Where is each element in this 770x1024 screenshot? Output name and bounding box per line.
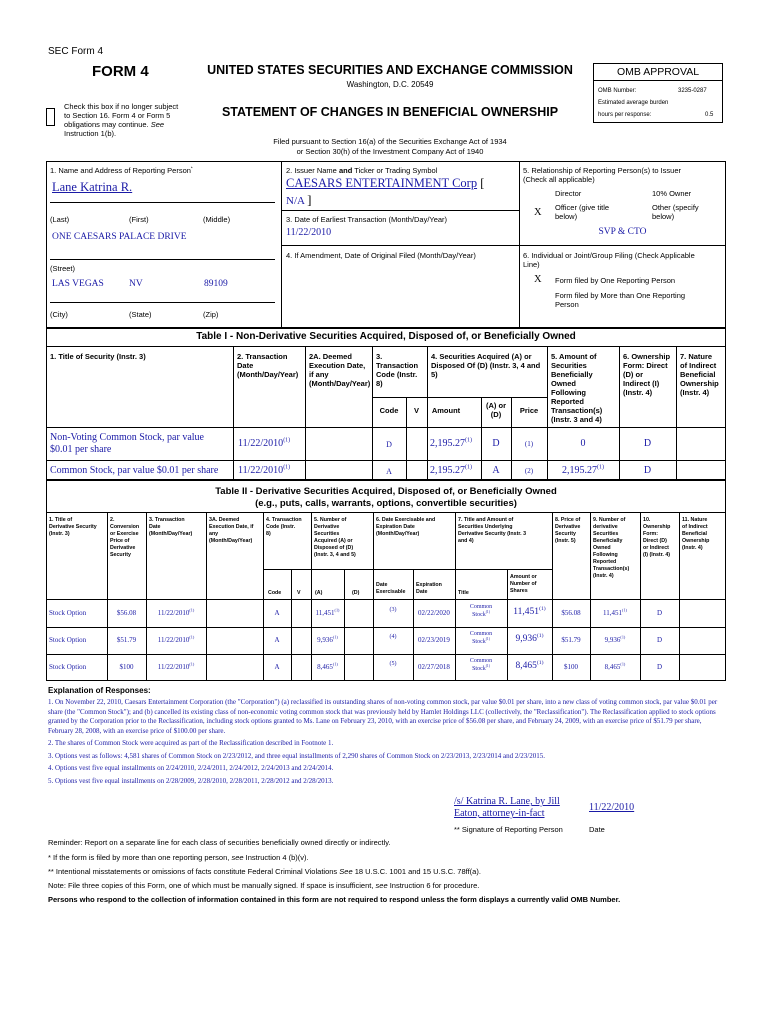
t2-col-underlying: 7. Title and Amount of Securities Underlying Derivative Security (Instr. 3 and 4) xyxy=(458,517,527,544)
t1-ownership-form: D xyxy=(643,465,652,476)
t1-security-title: Non-Voting Common Stock, par value $0.01 per share xyxy=(50,432,204,455)
t2-sub-a: (A) xyxy=(315,590,323,596)
footnote-2: 2. The shares of Common Stock were acquired as part of the Reclassification described in Footnote 1. xyxy=(48,739,334,747)
t1-sub-code: Code xyxy=(379,406,399,415)
signature-date-label: Date xyxy=(589,825,605,834)
signature-date: 11/22/2010 xyxy=(589,802,635,813)
other-option[interactable]: Other (specify below) xyxy=(652,203,699,221)
t2-date: 11/22/2010$^{(1)}$ xyxy=(157,634,195,644)
t2-exercisable: (4) xyxy=(389,634,397,640)
footnote-4: 4. Options vest five equal installments on 2/24/2010, 2/24/2011, 2/24/2012, 2/24/2013 and 2/24/2014. xyxy=(48,764,334,772)
reminder-text: Reminder: Report on a separate line for each class of securities beneficially owned directly or indirectly. xyxy=(48,838,391,847)
t1-transaction-date: 11/22/2010$^{(1)}$ xyxy=(238,464,291,476)
t1-transaction-date: 11/22/2010$^{(1)}$ xyxy=(238,437,291,449)
t1-security-title: Common Stock, par value $0.01 per share xyxy=(50,465,219,476)
omb-burden-label: Estimated average burden xyxy=(598,100,669,106)
t1-sub-amount: Amount xyxy=(431,406,461,415)
file-copies-note: Note: File three copies of this Form, one of which must be manually signed. If space is insufficient, see Instruction 6 for procedure. xyxy=(48,881,480,890)
t1-col-title: 1. Title of Security (Instr. 3) xyxy=(50,352,146,361)
t2-conversion-price: $51.79 xyxy=(116,636,137,644)
issuer-name-link[interactable]: CAESARS ENTERTAINMENT Corp xyxy=(286,176,478,190)
t2-col-exercisable: 6. Date Exercisable and Expiration Date (Month/Day/Year) xyxy=(376,517,436,537)
omb-number-label: OMB Number: xyxy=(598,88,637,94)
city-label: (City) xyxy=(50,310,68,319)
t2-col-owned: 9. Number of derivative Securities Beneficially Owned Following Reported Transaction(s) (Instr. 4) xyxy=(593,517,630,579)
t2-col-form: 10. Ownership Form: Direct (D) or Indirect (I) (Instr. 4) xyxy=(643,517,671,558)
t2-col-nature: 11. Nature of Indirect Beneficial Ownership (Instr. 4) xyxy=(682,517,710,551)
street-address: ONE CAESARS PALACE DRIVE xyxy=(52,232,187,242)
t2-col-date: 3. Transaction Date (Month/Day/Year) xyxy=(149,517,193,537)
t1-col-date: 2. Transaction Date (Month/Day/Year) xyxy=(237,352,299,379)
t2-exercisable: (3) xyxy=(389,607,397,613)
explanation-notes xyxy=(48,698,720,786)
t2-derivative-price: $51.79 xyxy=(561,636,581,644)
no-longer-subject-checkbox[interactable] xyxy=(46,108,55,126)
commission-title: UNITED STATES SECURITIES AND EXCHANGE COMMISSION xyxy=(207,63,573,77)
omb-number-value: 3235-0287 xyxy=(678,88,707,94)
zip-value: 89109 xyxy=(204,279,228,289)
box1-label: 1. Name and Address of Reporting Person* xyxy=(50,165,193,175)
t2-sub-amount: Amount or Number of Shares xyxy=(510,574,537,594)
omb-title: OMB APPROVAL xyxy=(593,63,723,81)
t2-expiration: 02/23/2019 xyxy=(418,636,450,644)
statement-title: STATEMENT OF CHANGES IN BENEFICIAL OWNERSHIP xyxy=(221,105,559,119)
t2-owned: 8,465$^{(1)}$ xyxy=(604,661,626,671)
omb-hours-label: hours per response: xyxy=(598,112,652,118)
t2-col-code: 4. Transaction Code (Instr. 8) xyxy=(266,517,302,537)
officer-option[interactable]: Officer (give title below) xyxy=(555,203,610,221)
t1-col-owned: 5. Amount of Securities Beneficially Owned Following Reported Transaction(s) (Instr. 3 and 4) xyxy=(551,352,603,424)
t2-underlying-shares: 9,936$^{(1)}$ xyxy=(515,632,544,644)
t1-sub-v: V xyxy=(413,406,419,415)
t1-code: D xyxy=(386,440,392,449)
table1-title: Table I - Non-Derivative Securities Acquired, Disposed of, or Beneficially Owned xyxy=(196,331,576,342)
omb-validity-note: Persons who respond to the collection of information contained in this form are not required to respond unless the form displays a currently valid OMB Number. xyxy=(48,895,621,904)
ten-percent-owner-option[interactable]: 10% Owner xyxy=(652,189,692,198)
t2-owned: 9,936$^{(1)}$ xyxy=(604,634,626,644)
t1-price: (2) xyxy=(524,467,534,475)
t1-price: (1) xyxy=(524,440,534,448)
t1-a-or-d: D xyxy=(492,438,500,449)
t1-sub-ad: (A) or (D) xyxy=(486,401,506,419)
t2-date: 11/22/2010$^{(1)}$ xyxy=(157,607,195,617)
box2-label: 2. Issuer Name and Ticker or Trading Symbol xyxy=(286,166,438,175)
t2-code: A xyxy=(274,636,280,644)
t1-owned: 2,195.27$^{(1)}$ xyxy=(562,464,604,476)
t2-underlying-title: Common Stock$^{(1)}$ xyxy=(469,658,493,672)
t2-acquired: 8,465$^{(1)}$ xyxy=(317,661,338,671)
t2-underlying-title: Common Stock$^{(1)}$ xyxy=(469,631,493,645)
filed-pursuant-1: Filed pursuant to Section 16(a) of the Securities Exchange Act of 1934 xyxy=(273,137,507,146)
t1-col-acquired: 4. Securities Acquired (A) or Disposed Of (D) (Instr. 3, 4 and 5) xyxy=(431,352,541,379)
t1-owned: 0 xyxy=(580,438,586,449)
t2-underlying-shares: 11,451$^{(1)}$ xyxy=(513,605,546,617)
footnote-3: 3. Options vest as follows: 4,581 shares of Common Stock on 2/23/2012, and three equal installments of 2,290 shares of Common Stock on 2/23/2013, 2/23/2014 and 2/23/2015. xyxy=(48,751,545,760)
first-label: (First) xyxy=(129,215,149,224)
t2-derivative-price: $100 xyxy=(564,663,578,671)
t2-expiration: 02/22/2020 xyxy=(418,609,450,617)
t2-sub-expiration: Expiration Date xyxy=(416,582,442,595)
table2 xyxy=(46,480,726,681)
t1-ownership-form: D xyxy=(643,438,652,449)
footnote-1: 1. On November 22, 2010, Caesars Entertainment Corporation (the "Corporation") (a) reclassified its outstanding shares of non-voting common stock, par value $0.01 per share, into a new class of voting common stock, par value $0.01 per share (the "Common Stock"); and (b) cancelled its existing class of non-economic voting common stock that was previously held by Hamlet Holdings LLC (collectively, the "Reclassification"). The Reclassification applied to stock options granted by the Corporation prior to the Reclassification, including stock options granted to Ms. Lane on February 23, 2010, with an exercise price of $56.08 per share, and February 24, 2009, with an exercise price of $51.79 per share, February 28, 2008, with an exercise price of $100.00 per share. xyxy=(48,698,718,735)
last-label: (Last) xyxy=(50,215,70,224)
zip-label: (Zip) xyxy=(203,310,219,319)
t2-title: Stock Option xyxy=(49,609,87,617)
t2-form: D xyxy=(656,609,663,617)
intentional-misstatements-note: ** Intentional misstatements or omissions of facts constitute Federal Criminal Violations See 18 U.S.C. 1001 and 15 U.S.C. 78ff(a). xyxy=(48,867,481,876)
issuer-name-line: CAESARS ENTERTAINMENT Corp [ xyxy=(286,176,485,190)
footnote-5: 5. Options vest five equal installments on 2/28/2009, 2/28/2010, 2/28/2011, 2/28/2012 and 2/28/2013. xyxy=(48,776,334,785)
t2-title: Stock Option xyxy=(49,636,87,644)
table1 xyxy=(46,328,726,480)
city-line: Washington, D.C. 20549 xyxy=(346,80,434,89)
t2-sub-v: V xyxy=(297,590,301,596)
t1-col-code: 3. Transaction Code (Instr. 8) xyxy=(376,352,419,388)
star-note: * If the form is filed by more than one reporting person, see Instruction 4 (b)(v). xyxy=(48,853,309,862)
sec-form-label: SEC Form 4 xyxy=(48,46,104,57)
t2-col-number: 5. Number of Derivative Securities Acquired (A) or Disposed of (D) (Instr. 3, 4 and 5) xyxy=(314,517,356,558)
t2-conversion-price: $100 xyxy=(119,663,134,671)
t2-sub-title: Title xyxy=(458,590,469,596)
ticker-symbol: N/A xyxy=(286,195,305,207)
director-option[interactable]: Director xyxy=(555,189,582,198)
box5-label: 5. Relationship of Reporting Person(s) to Issuer (Check all applicable) xyxy=(523,166,681,184)
t2-code: A xyxy=(274,609,280,617)
t2-exercisable: (5) xyxy=(389,661,397,667)
t2-acquired: 11,451$^{(1)}$ xyxy=(315,607,340,617)
t2-expiration: 02/27/2018 xyxy=(418,663,450,671)
filed-by-more-option[interactable]: Form filed by More than One Reporting Person xyxy=(555,291,686,309)
form-title: FORM 4 xyxy=(92,63,149,80)
earliest-transaction-date: 11/22/2010 xyxy=(286,227,332,238)
box4-label: 4. If Amendment, Date of Original Filed (Month/Day/Year) xyxy=(286,251,476,260)
t2-code: A xyxy=(274,663,280,671)
signature-label: ** Signature of Reporting Person xyxy=(454,825,563,834)
filed-pursuant-2: or Section 30(h) of the Investment Company Act of 1940 xyxy=(296,147,484,156)
reporting-person-name[interactable]: Lane Katrina R. xyxy=(52,180,133,194)
omb-hours-value: 0.5 xyxy=(705,112,714,118)
t2-form: D xyxy=(656,636,663,644)
ticker-line: N/A ] xyxy=(286,192,312,207)
t2-date: 11/22/2010$^{(1)}$ xyxy=(157,661,195,671)
t2-underlying-shares: 8,465$^{(1)}$ xyxy=(515,659,544,671)
t1-amount: 2,195.27$^{(1)}$ xyxy=(430,464,472,476)
t1-sub-price: Price xyxy=(519,406,539,415)
state-value: NV xyxy=(129,279,143,289)
state-label: (State) xyxy=(129,310,152,319)
table2-title: Table II - Derivative Securities Acquired, Disposed of, or Beneficially Owned (e.g., puts, calls, warrants, options, convertible securities) xyxy=(215,486,557,509)
city-value: LAS VEGAS xyxy=(52,279,104,289)
t1-amount: 2,195.27$^{(1)}$ xyxy=(430,437,472,449)
officer-x-mark: X xyxy=(534,207,542,218)
t2-title: Stock Option xyxy=(49,663,87,671)
t2-conversion-price: $56.08 xyxy=(116,609,137,617)
t2-col-title: 1. Title of Derivative Security (Instr. 3) xyxy=(49,517,97,537)
one-person-x-mark: X xyxy=(534,274,542,285)
street-label: (Street) xyxy=(50,264,76,273)
filed-by-one-option[interactable]: Form filed by One Reporting Person xyxy=(555,276,676,285)
t2-col-deemed: 3A. Deemed Execution Date, if any (Month/Day/Year) xyxy=(209,517,254,544)
box3-label: 3. Date of Earliest Transaction (Month/Day/Year) xyxy=(286,215,448,224)
t2-acquired: 9,936$^{(1)}$ xyxy=(317,634,338,644)
t2-underlying-title: Common Stock$^{(1)}$ xyxy=(469,604,493,618)
box6-label: 6. Individual or Joint/Group Filing (Check Applicable Line) xyxy=(523,251,695,269)
officer-title: SVP & CTO xyxy=(598,227,647,237)
t2-col-price: 8. Price of Derivative Security (Instr. 5) xyxy=(555,517,581,544)
t2-sub-date-exercisable: Date Exercisable xyxy=(376,582,406,595)
t2-form: D xyxy=(656,663,663,671)
signature: /s/ Katrina R. Lane, by Jill Eaton, attorney-in-fact xyxy=(454,796,560,819)
t2-col-conversion: 2. Conversion or Exercise Price of Derivative Security xyxy=(110,517,140,558)
t2-sub-d: (D) xyxy=(352,590,360,596)
t2-sub-code: Code xyxy=(268,590,282,596)
middle-label: (Middle) xyxy=(203,215,231,224)
checkbox-instructions: Check this box if no longer subject to Section 16. Form 4 or Form 5 obligations may continue. See Instruction 1(b). xyxy=(64,102,179,138)
t1-code: A xyxy=(386,467,392,476)
explanation-heading: Explanation of Responses: xyxy=(48,686,151,695)
t1-a-or-d: A xyxy=(492,465,500,476)
t2-derivative-price: $56.08 xyxy=(561,609,581,617)
t1-col-deemed: 2A. Deemed Execution Date, if any (Month/Day/Year) xyxy=(309,352,371,388)
t1-col-form: 6. Ownership Form: Direct (D) or Indirect (I) (Instr. 4) xyxy=(623,352,671,397)
t1-col-nature: 7. Nature of Indirect Beneficial Ownership (Instr. 4) xyxy=(680,352,719,397)
t2-owned: 11,451$^{(1)}$ xyxy=(603,607,627,617)
